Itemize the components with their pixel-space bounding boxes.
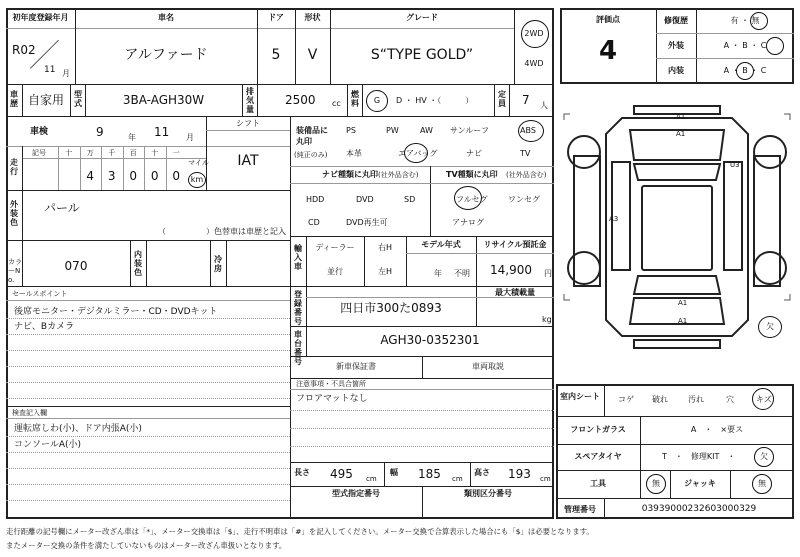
- displacement-label: 排気量: [246, 87, 254, 114]
- inspection-year-unit: 年: [128, 133, 136, 142]
- nav-item-2: SD: [404, 195, 416, 204]
- model-year-year: 年: [434, 269, 442, 278]
- max-load-unit: kg: [542, 315, 552, 324]
- ac-label: 冷房: [214, 255, 222, 273]
- km-label: km: [190, 175, 204, 184]
- first-reg-month-unit: 月: [62, 69, 70, 78]
- capacity-unit: 人: [540, 101, 548, 110]
- usage: 自家用: [27, 93, 64, 107]
- recycle-unit: 円: [544, 269, 552, 278]
- sales-point-line-2: ナビ、Bカメラ: [14, 322, 75, 332]
- length-unit: cm: [366, 475, 377, 483]
- repair-options: 有 ・ 無: [730, 16, 760, 25]
- seat-item-4: キズ: [756, 395, 772, 404]
- nav-label: ナビ種類に丸印: [322, 170, 378, 179]
- height-label: 高さ: [474, 468, 490, 477]
- mileage-digit-2: 3: [107, 169, 116, 183]
- windshield-label: フロントガラス: [570, 425, 626, 434]
- car-name-label: 車名: [158, 13, 174, 22]
- inspection-month-unit: 月: [186, 133, 194, 142]
- score: 4: [598, 36, 618, 66]
- nav-item-4: DVD再生可: [346, 218, 388, 227]
- seat-item-3: 穴: [726, 395, 734, 404]
- jack-label: ジャッキ: [684, 479, 716, 488]
- management-label: 管理番号: [564, 505, 596, 514]
- equipment-label: 装備品に丸印: [296, 126, 328, 146]
- spare-tire-value: T ・ 修理KIT ・: [662, 452, 736, 461]
- registration-value: 四日市300た0893: [340, 301, 442, 315]
- model: 3BA-AGH30W: [122, 93, 205, 107]
- mileage-unit-5: 一: [172, 149, 180, 157]
- displacement: 2500: [285, 93, 316, 107]
- equipment-row1-item-2: AW: [420, 126, 433, 135]
- displacement-unit: cc: [332, 99, 341, 108]
- import-rh: 右H: [377, 243, 392, 252]
- interior-b-circle: [736, 62, 754, 80]
- tv-item-1: ワンセグ: [508, 195, 540, 204]
- length: 495: [330, 467, 353, 481]
- diagram-mark-6: A1: [678, 317, 688, 325]
- mileage-unit-2: 千: [108, 149, 116, 157]
- recycle-value: 14,900: [490, 263, 532, 277]
- mileage-sign-label: 記号: [32, 149, 46, 157]
- sales-point-label: セールスポイント: [12, 290, 68, 298]
- diagram-mark-3: U3: [730, 161, 740, 169]
- fuel-label: 燃料: [351, 90, 359, 108]
- nav-item-1: DVD: [356, 195, 374, 204]
- inspector-line-1: 運転席しわ(小)、ドア内張A(小): [14, 424, 142, 434]
- interior-options: A ・ B ・ C: [723, 66, 767, 75]
- abs-circle: [518, 120, 544, 142]
- repair-none-circle: [750, 12, 768, 30]
- jack-value: 無: [758, 479, 766, 488]
- color-label: 外装色: [10, 200, 18, 227]
- equipment-row1-item-0: PS: [346, 126, 356, 135]
- shape-label: 形状: [304, 13, 321, 22]
- fuel-g: G: [373, 96, 381, 105]
- interior-color-label: 内装色: [134, 250, 142, 277]
- spare-tire-label: スペアタイヤ: [574, 452, 622, 461]
- inspection-year: 9: [96, 125, 104, 139]
- grade-label: グレード: [406, 13, 438, 22]
- frame-value: AGH30-0352301: [380, 333, 480, 347]
- inspection-label: 車検: [30, 127, 49, 137]
- height: 193: [508, 467, 531, 481]
- notes-text: フロアマットなし: [296, 394, 368, 404]
- equipment-row1-item-4: ABS: [520, 126, 536, 135]
- nav-item-3: CD: [308, 218, 320, 227]
- sales-point-line-1: 後席モニター・デジタルミラー・CD・DVDキット: [14, 307, 218, 317]
- type-designation-label: 型式指定番号: [332, 489, 380, 498]
- color-no-label: カラーNo.: [8, 258, 22, 284]
- tv-item-2: アナログ: [452, 218, 484, 227]
- diagram-mark-4: A3: [609, 215, 619, 223]
- mile-label: マイル: [188, 159, 209, 167]
- import-lh: 左H: [377, 267, 392, 276]
- capacity-label: 定員: [498, 90, 506, 108]
- first-reg-month: 11: [44, 65, 56, 75]
- inspector-label: 検査記入欄: [12, 409, 47, 417]
- mileage-digit-1: 4: [86, 169, 95, 183]
- mileage-digit-3: 0: [129, 169, 138, 183]
- model-year-label: モデル年式: [421, 240, 461, 249]
- tv-note: (社外品含む): [506, 171, 547, 179]
- exterior-options: A ・ B ・ C: [723, 41, 767, 50]
- drive-4wd: 4WD: [524, 59, 544, 68]
- first-reg-label: 初年度登録年月: [12, 13, 69, 22]
- seat-label: 室内シート: [560, 392, 600, 401]
- import-dealer: ディーラー: [315, 243, 355, 252]
- scratch-circle: [752, 388, 774, 410]
- shift-label: シフト: [236, 119, 260, 128]
- nav-note: (社外品含む): [378, 171, 419, 179]
- fuel-others: D ・ HV ・（ ）: [396, 96, 474, 105]
- equipment-row2-item-1: エアバッグ: [398, 149, 438, 158]
- model-year-value: 不明: [454, 269, 470, 278]
- notes-label: 注意事項・不具合箇所: [296, 380, 366, 388]
- footer-line-2: またメーター交換の条件を満たしていないものはメーター改ざん車扱いとなります。: [6, 541, 287, 550]
- doors-label: ドア: [268, 13, 284, 22]
- management-value: 03939000232603000329: [641, 504, 757, 514]
- inspector-line-2: コンソールA(小): [14, 440, 81, 450]
- shift: IAT: [237, 153, 259, 169]
- model-label: 型式: [74, 90, 82, 108]
- class-label: 類別区分番号: [464, 489, 512, 498]
- exterior-c-circle: [766, 37, 784, 55]
- width-unit: cm: [452, 475, 463, 483]
- windshield-value: A ・ ×要ス: [690, 425, 744, 434]
- exterior-label: 外装: [668, 41, 684, 50]
- mileage-digit-5: 0: [172, 169, 181, 183]
- bumper-missing: 欠: [766, 322, 774, 331]
- width-label: 幅: [390, 468, 398, 477]
- tools-label: 工具: [590, 479, 606, 488]
- seat-item-2: 汚れ: [688, 395, 704, 404]
- equipment-row1-item-3: サンルーフ: [450, 126, 489, 135]
- spare-tire-missing: 欠: [760, 452, 768, 461]
- car-name: アルファード: [124, 47, 208, 63]
- equipment-sub: (純正のみ): [294, 151, 328, 159]
- tools-value: 無: [652, 479, 660, 488]
- drive-2wd: 2WD: [524, 29, 544, 38]
- registration-label: 登録番号: [294, 290, 302, 326]
- equipment-row2-item-2: ナビ: [466, 149, 482, 158]
- seat-item-1: 破れ: [652, 395, 668, 404]
- equipment-row2-item-0: 本革: [346, 149, 362, 158]
- recycle-label: リサイクル預託金: [483, 240, 547, 249]
- airbag-circle: [404, 143, 428, 163]
- color-no: 070: [64, 259, 88, 273]
- usage-label: 車歴: [10, 90, 18, 108]
- equipment-row2-item-3: TV: [520, 149, 531, 158]
- repair-label: 修復歴: [664, 16, 688, 25]
- seat-item-0: コゲ: [618, 395, 634, 404]
- nav-item-0: HDD: [306, 195, 325, 204]
- length-label: 長さ: [294, 468, 310, 477]
- mileage-unit-3: 百: [129, 149, 137, 157]
- tv-label: TV種類に丸印: [446, 170, 498, 179]
- doors: 5: [271, 47, 281, 63]
- shape: V: [307, 47, 318, 63]
- height-unit: cm: [540, 475, 551, 483]
- diagram-mark-5: A1: [678, 299, 688, 307]
- max-load-label: 最大積載量: [495, 288, 535, 297]
- diagram-mark-1: A1: [676, 113, 686, 121]
- equipment-row1-item-1: PW: [386, 126, 399, 135]
- interior-label: 内装: [668, 66, 684, 75]
- color-value: パール: [44, 201, 80, 215]
- footer-line-1: 走行距離の記号欄にメーター改ざん車は「*」、メーター交換車は「$」、走行不明車は「#」を記入してください。メーター交換で合算表示した場合にも「$」は必要となります。: [6, 527, 594, 536]
- color-note: （ ）色替車は車歴と記入: [158, 227, 286, 236]
- first-reg-era: R02: [12, 43, 36, 57]
- import-label: 輸入車: [294, 244, 302, 271]
- manual: 車両取説: [472, 362, 504, 371]
- mileage-unit-4: 十: [151, 149, 159, 157]
- fullseg-circle: [454, 186, 482, 210]
- mileage-unit-0: 十: [65, 149, 73, 157]
- diagram-mark-2: A1: [676, 130, 686, 138]
- warranty: 新車保証書: [336, 362, 376, 371]
- mileage-unit-1: 万: [86, 149, 94, 157]
- import-parallel: 並行: [327, 267, 343, 276]
- frame-label: 車台番号: [294, 330, 302, 366]
- mileage-label: 走行: [10, 158, 18, 176]
- inspection-month: 11: [154, 125, 170, 139]
- score-label: 評価点: [596, 15, 620, 24]
- tv-item-0: フルセグ: [456, 195, 488, 204]
- width: 185: [418, 467, 441, 481]
- grade: S“TYPE GOLD”: [370, 47, 474, 63]
- capacity: 7: [522, 93, 530, 107]
- mileage-digit-4: 0: [150, 169, 159, 183]
